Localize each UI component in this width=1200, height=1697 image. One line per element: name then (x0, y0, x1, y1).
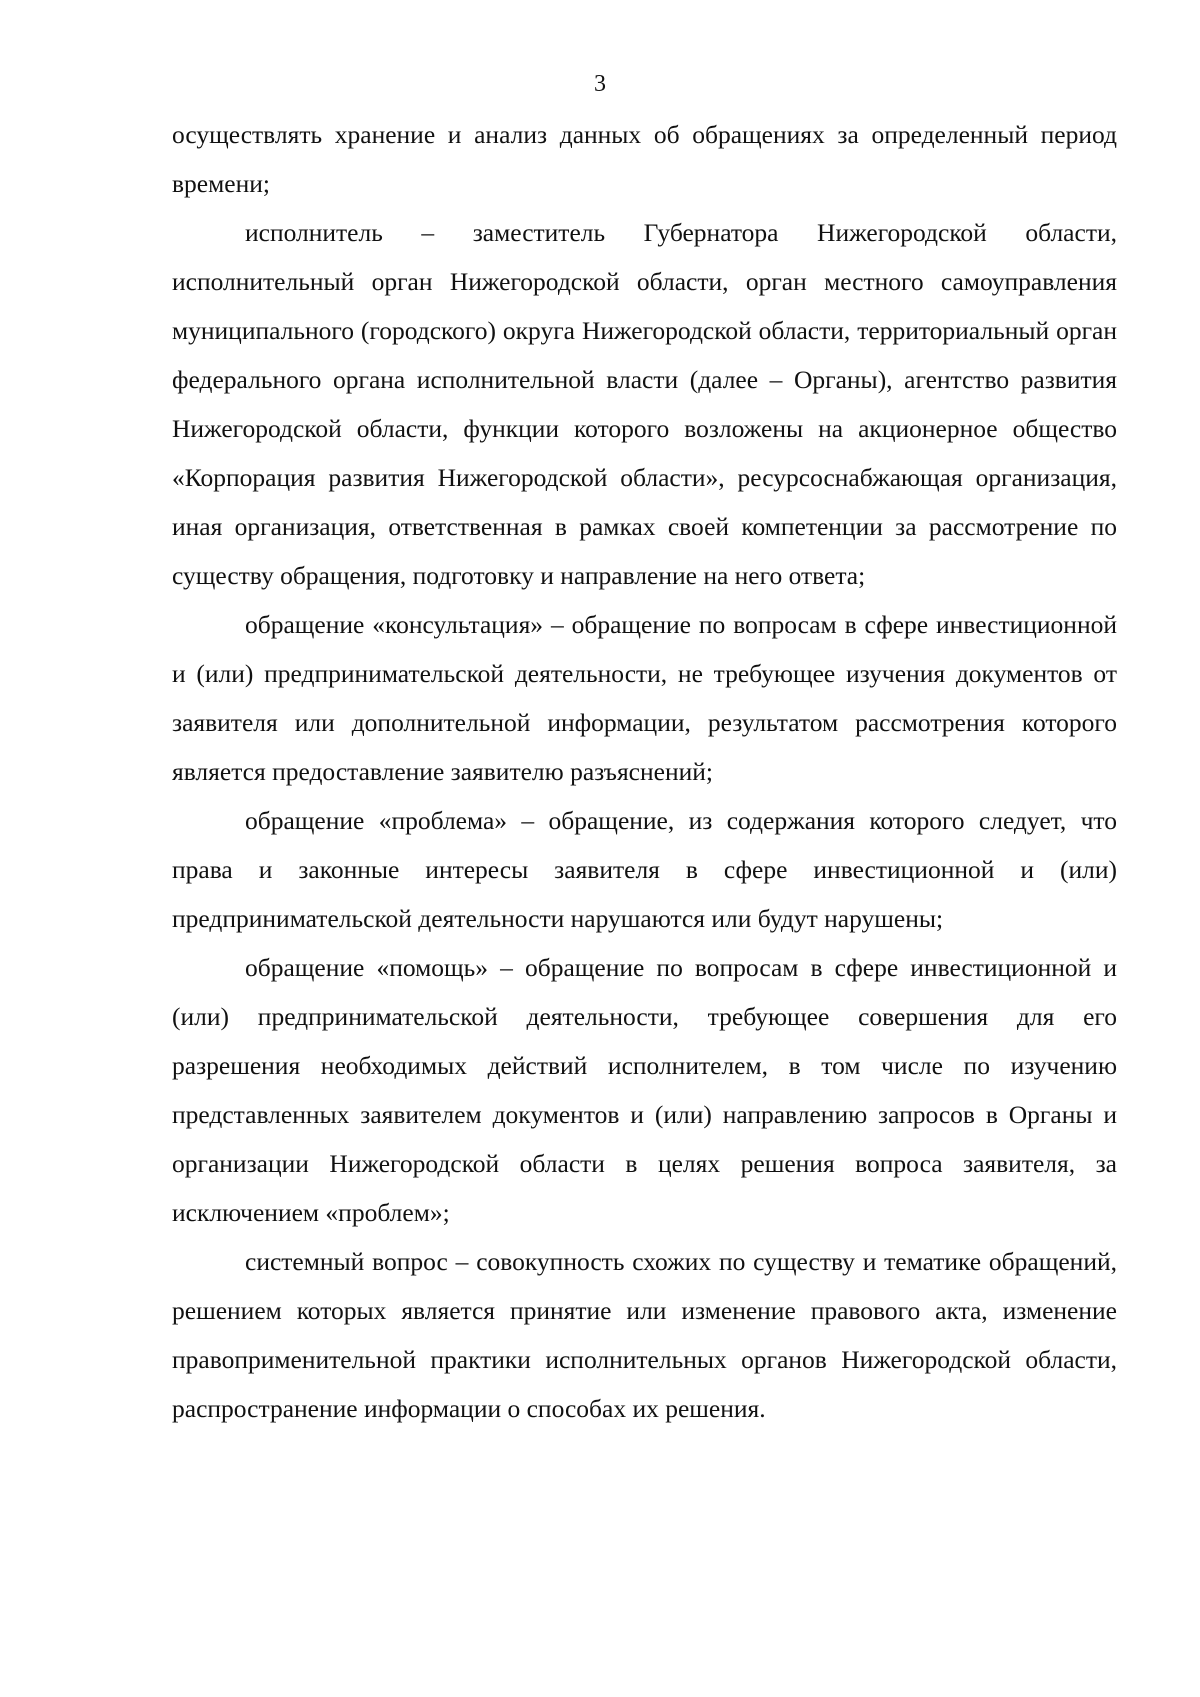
paragraph-consultation-definition: обращение «консультация» – обращение по вопросам в сфере инвестиционной и (или) предпринимательской деятельности, не требующее изучения документов от заявителя или дополнительной информации, результатом рассмотрения которого является предоставление заявителю разъяснений; (172, 610, 1117, 786)
paragraph-help-definition: обращение «помощь» – обращение по вопросам в сфере инвестиционной и (или) предпринимательской деятельности, требующее совершения для его разрешения необходимых действий исполнителем, в том числе по изучению представленных заявителем документов и (или) направлению запросов в Органы и организации Нижегородской области в целях решения вопроса заявителя, за исключением «проблем»; (172, 953, 1117, 1227)
paragraph-systemic-issue-definition: системный вопрос – совокупность схожих по существу и тематике обращений, решением которых является принятие или изменение правового акта, изменение правоприменительной практики исполнительных органов Нижегородской области, распространение информации о способах их решения. (172, 1247, 1117, 1423)
document-body (172, 110, 1117, 1433)
paragraph-executor-definition: исполнитель – заместитель Губернатора Нижегородской области, исполнительный орган Нижегородской области, орган местного самоуправления муниципального (городского) округа Нижегородской области, территориальный орган федерального органа исполнительной власти (далее – Органы), агентство развития Нижегородской области, функции которого возложены на акционерное общество «Корпорация развития Нижегородской области», ресурсоснабжающая организация, иная организация, ответственная в рамках своей компетенции за рассмотрение по существу обращения, подготовку и направление на него ответа; (172, 218, 1117, 590)
page-number: 3 (594, 71, 606, 97)
paragraph-problem-definition: обращение «проблема» – обращение, из содержания которого следует, что права и законные интересы заявителя в сфере инвестиционной и (или) предпринимательской деятельности нарушаются или будут нарушены; (172, 806, 1117, 933)
paragraph-storage-analysis: осуществлять хранение и анализ данных об обращениях за определенный период времени; (172, 120, 1117, 198)
